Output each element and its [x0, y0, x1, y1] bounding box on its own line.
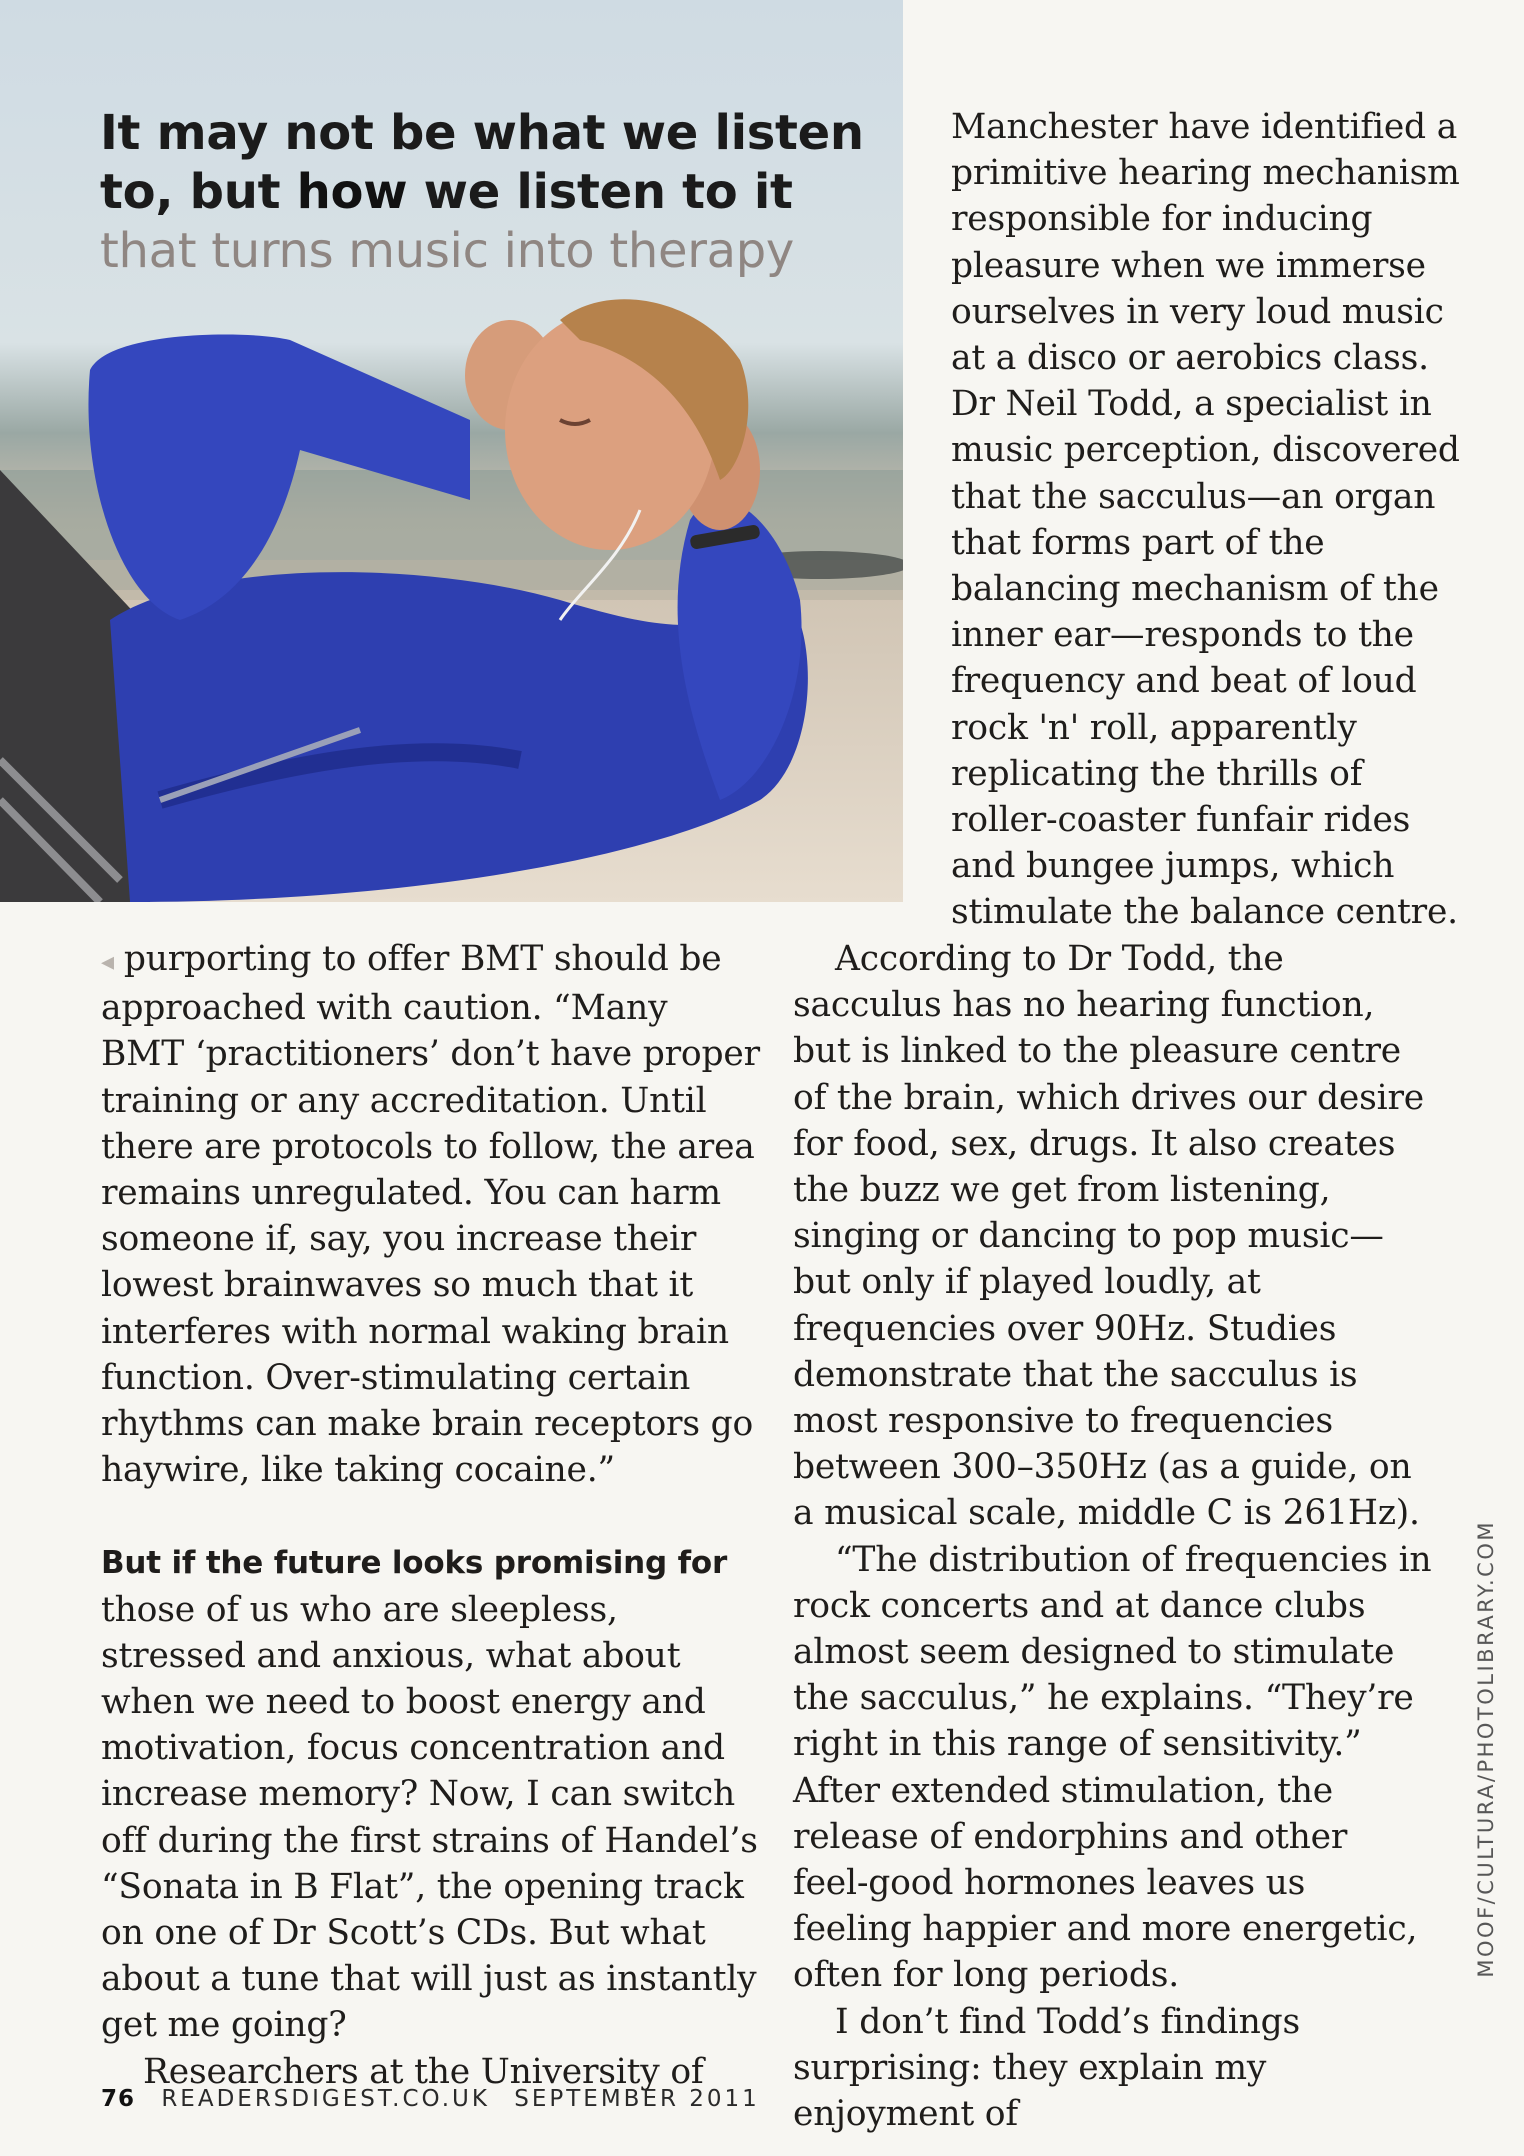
- article-paragraph: [101, 936, 761, 1493]
- article-paragraph: [101, 1539, 761, 2048]
- article-paragraph: I don’t find Todd’s findings surprising: they explain my enjoyment of: [793, 2001, 1301, 2135]
- continued-arrow-icon: ◂: [101, 947, 114, 977]
- publication-url: READERSDIGEST.CO.UK: [161, 2086, 490, 2112]
- pull-quote: [100, 104, 900, 281]
- page-footer: [101, 2086, 760, 2112]
- article-column-right: [793, 936, 1433, 2137]
- article-paragraph: Manchester have identified a primitive hearing mechanism responsible for inducing pleasure when we immerse ourselves in very loud music at a disco or aerobics class. Dr Neil Todd, a specialist in music perception, discovered that the sacculus—an organ that forms part of the balancing mechanism of the inner ear—responds to the frequency and beat of loud rock 'n' roll, apparently replicating the thrills of roller-coaster funfair rides and bungee jumps, which stimulate the balance centre.: [951, 107, 1460, 933]
- article-paragraph: According to Dr Todd, the sacculus has no hearing function, but is linked to the pleasure centre of the brain, which drives our desire for food, sex, drugs. It also creates the buzz we get from listening, singing or dancing to pop music—but only if played loudly, at frequencies over 90Hz. Studies demonstrate that the sacculus is most responsive to frequencies between 300–350Hz (as a guide, on a musical scale, middle C is 261Hz).: [793, 939, 1424, 1534]
- pull-quote-emphasis: how: [296, 164, 408, 220]
- page-number: 76: [101, 2086, 136, 2112]
- issue-date: SEPTEMBER 2011: [514, 2086, 760, 2112]
- pull-quote-part3: that turns music into therapy: [100, 223, 795, 279]
- article-paragraph: Researchers at the University of: [143, 2051, 704, 2092]
- article-paragraph-text: purporting to offer BMT should be approached with caution. “Many BMT ‘practitioners’ don’t have proper training or any accreditation. Until there are protocols to follow, the area remains unregulated. You can harm someone if, say, you increase their lowest brainwaves so much that it interferes with normal waking brain function. Over-stimulating certain rhythms can make brain receptors go haywire, like taking cocaine.”: [101, 939, 760, 1491]
- article-paragraph-text: those of us who are sleepless, stressed and anxious, what about when we need to boost energy and motivation, focus concentration and increase memory? Now, I can switch off during the first strains of Handel’s “Sonata in B Flat”, the opening track on one of Dr Scott’s CDs. But what about a tune that will just as instantly get me going?: [101, 1589, 758, 2046]
- article-paragraph: “The distribution of frequencies in rock concerts and at dance clubs almost seem designed to stimulate the sacculus,” he explains. “They’re right in this range of sensitivity.” After extended stimulation, the release of endorphins and other feel-good hormones leaves us feeling happier and more energetic, often for long periods.: [793, 1539, 1432, 1996]
- pull-quote-part1: It may not be what we listen to, but: [100, 105, 864, 220]
- article-column-left: [101, 936, 761, 2095]
- photo-credit: MOOF/CULTURA/PHOTOLIBRARY.COM: [1474, 1520, 1498, 1978]
- pull-quote-part2: we listen to it: [407, 164, 793, 220]
- paragraph-spacer: [101, 1493, 761, 1539]
- article-column-right-top: [951, 104, 1461, 936]
- section-lead-in: But if the future looks promising for: [101, 1545, 728, 1582]
